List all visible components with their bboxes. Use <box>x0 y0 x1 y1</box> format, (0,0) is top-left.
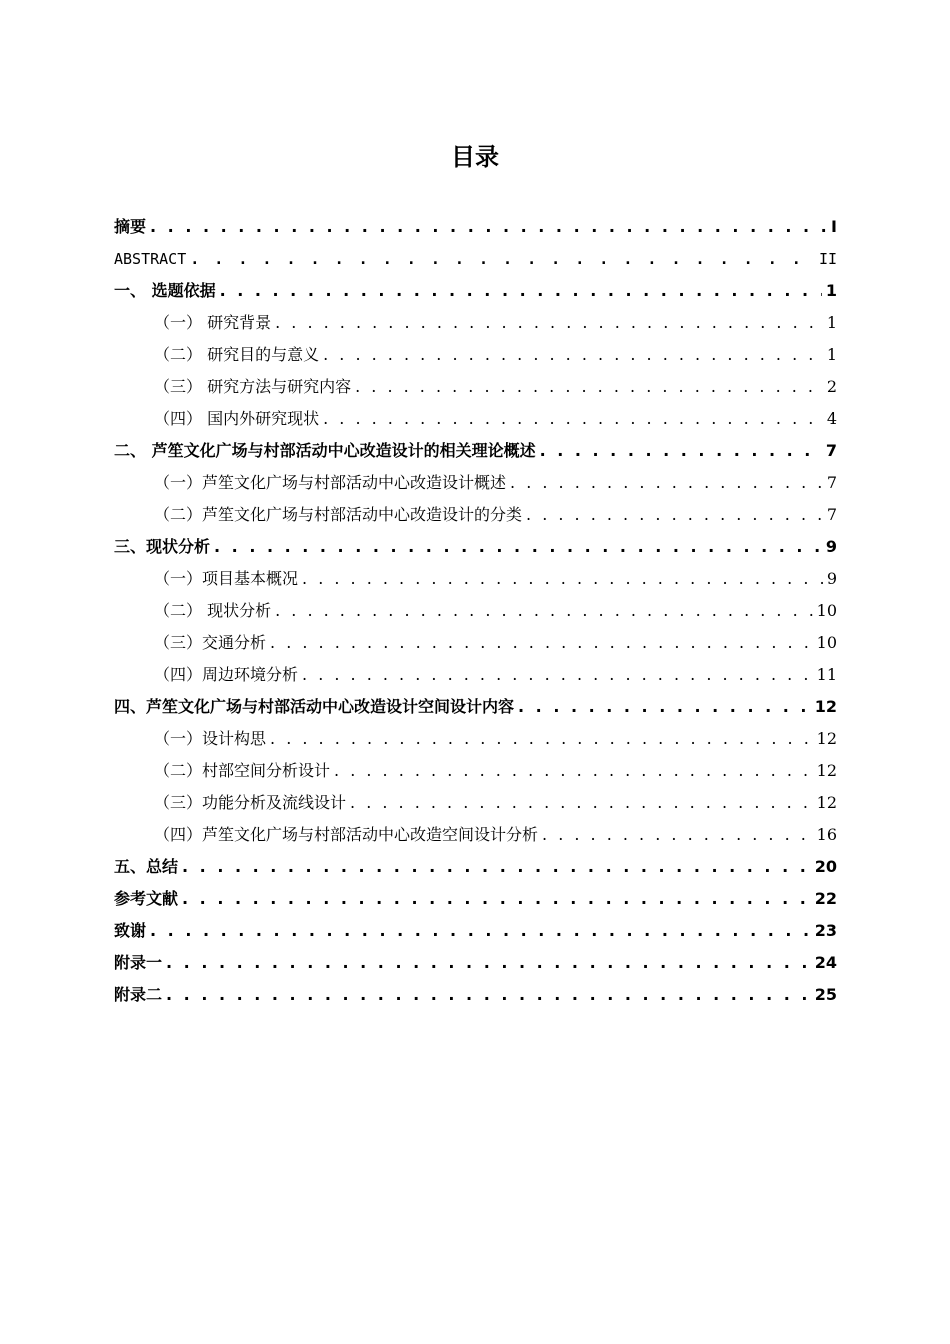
toc-entry-section[interactable] <box>114 819 837 851</box>
toc-entry-text: 摘要 <box>114 217 147 236</box>
toc-entry-text: （三）交通分析 <box>154 633 267 652</box>
dot-leader <box>150 915 811 947</box>
toc-entry-text: （四）芦笙文化广场与村部活动中心改造空间设计分析 <box>154 825 539 844</box>
toc-page-number: 4 <box>826 409 837 428</box>
toc-page-number: I <box>831 217 837 236</box>
toc-entry-section[interactable] <box>114 787 837 819</box>
toc-entry-chapter[interactable] <box>114 243 837 275</box>
toc-entry-section[interactable] <box>114 499 837 531</box>
toc-entry-text: （二） 研究目的与意义 <box>154 345 320 364</box>
toc-entry-chapter[interactable] <box>114 435 837 467</box>
dot-leader <box>302 659 813 691</box>
toc-entry-section[interactable] <box>114 659 837 691</box>
toc-page-number: II <box>818 250 837 268</box>
toc-page-number: 9 <box>825 537 837 556</box>
toc-entry-text: （一） 研究背景 <box>154 313 272 332</box>
toc-entry-text: （四）周边环境分析 <box>154 665 299 684</box>
dot-leader <box>526 499 823 531</box>
dot-leader <box>270 723 813 755</box>
toc-page-number: 1 <box>826 345 837 364</box>
toc-entry-section[interactable] <box>114 563 837 595</box>
toc-page-number: 12 <box>816 761 837 780</box>
toc-page-number: 25 <box>814 985 837 1004</box>
toc-entry-chapter[interactable] <box>114 883 837 915</box>
toc-page-number: 10 <box>816 601 837 620</box>
dot-leader <box>166 979 811 1011</box>
dot-leader <box>220 275 822 307</box>
toc-page-number: 9 <box>826 569 837 588</box>
toc-entry-text: 二、 芦笙文化广场与村部活动中心改造设计的相关理论概述 <box>114 441 536 460</box>
toc-entry-chapter[interactable] <box>114 915 837 947</box>
toc-entry-text: 参考文献 <box>114 889 179 908</box>
toc-entry-text: （二） 现状分析 <box>154 601 272 620</box>
table-of-contents <box>114 211 837 1011</box>
toc-entry-chapter[interactable] <box>114 275 837 307</box>
dot-leader <box>182 883 811 915</box>
toc-page-number: 22 <box>814 889 837 908</box>
toc-entry-chapter[interactable] <box>114 691 837 723</box>
toc-entry-text: 三、现状分析 <box>114 537 211 556</box>
dot-leader <box>323 403 823 435</box>
dot-leader <box>182 851 811 883</box>
toc-entry-chapter[interactable] <box>114 211 837 243</box>
dot-leader <box>540 435 822 467</box>
toc-entry-text: （一）芦笙文化广场与村部活动中心改造设计概述 <box>154 473 507 492</box>
toc-entry-section[interactable] <box>114 627 837 659</box>
toc-page-number: 10 <box>816 633 837 652</box>
toc-page-number: 2 <box>826 377 837 396</box>
toc-entry-text: 附录二 <box>114 985 163 1004</box>
dot-leader <box>190 243 815 275</box>
toc-entry-text: （二）村部空间分析设计 <box>154 761 331 780</box>
toc-entry-text: 一、 选题依据 <box>114 281 216 300</box>
dot-leader <box>518 691 811 723</box>
toc-entry-text: （四） 国内外研究现状 <box>154 409 320 428</box>
toc-entry-section[interactable] <box>114 371 837 403</box>
toc-entry-section[interactable] <box>114 755 837 787</box>
toc-entry-section[interactable] <box>114 307 837 339</box>
dot-leader <box>275 595 813 627</box>
toc-entry-text: 五、总结 <box>114 857 179 876</box>
toc-entry-chapter[interactable] <box>114 851 837 883</box>
toc-page-number: 12 <box>816 729 837 748</box>
toc-page-number: 24 <box>814 953 837 972</box>
toc-entry-chapter[interactable] <box>114 531 837 563</box>
toc-page-number: 7 <box>826 473 837 492</box>
dot-leader <box>214 531 822 563</box>
toc-page-number: 7 <box>826 505 837 524</box>
toc-entry-section[interactable] <box>114 595 837 627</box>
toc-entry-text: 附录一 <box>114 953 163 972</box>
dot-leader <box>150 211 827 243</box>
dot-leader <box>275 307 823 339</box>
toc-page-number: 12 <box>816 793 837 812</box>
toc-page-number: 7 <box>825 441 837 460</box>
toc-page-number: 23 <box>814 921 837 940</box>
toc-entry-text: （二）芦笙文化广场与村部活动中心改造设计的分类 <box>154 505 523 524</box>
toc-entry-chapter[interactable] <box>114 979 837 1011</box>
toc-page-number: 20 <box>814 857 837 876</box>
dot-leader <box>350 787 813 819</box>
toc-entry-text: （三） 研究方法与研究内容 <box>154 377 352 396</box>
dot-leader <box>302 563 823 595</box>
toc-page-number: 1 <box>826 313 837 332</box>
dot-leader <box>166 947 811 979</box>
toc-entry-section[interactable] <box>114 467 837 499</box>
toc-entry-text: ABSTRACT <box>114 250 187 268</box>
dot-leader <box>334 755 813 787</box>
toc-entry-text: （一）设计构思 <box>154 729 267 748</box>
toc-entry-chapter[interactable] <box>114 947 837 979</box>
toc-title: 目录 <box>451 143 499 171</box>
dot-leader <box>510 467 823 499</box>
toc-page-number: 16 <box>816 825 837 844</box>
toc-page-number: 11 <box>816 665 837 684</box>
toc-entry-text: 致谢 <box>114 921 147 940</box>
dot-leader <box>355 371 823 403</box>
toc-entry-text: （三）功能分析及流线设计 <box>154 793 347 812</box>
dot-leader <box>542 819 813 851</box>
toc-entry-text: 四、芦笙文化广场与村部活动中心改造设计空间设计内容 <box>114 697 515 716</box>
dot-leader <box>270 627 813 659</box>
toc-entry-section[interactable] <box>114 339 837 371</box>
dot-leader <box>323 339 823 371</box>
toc-page-number: 1 <box>825 281 837 300</box>
toc-entry-section[interactable] <box>114 723 837 755</box>
toc-entry-section[interactable] <box>114 403 837 435</box>
toc-page-number: 12 <box>814 697 837 716</box>
toc-entry-text: （一）项目基本概况 <box>154 569 299 588</box>
